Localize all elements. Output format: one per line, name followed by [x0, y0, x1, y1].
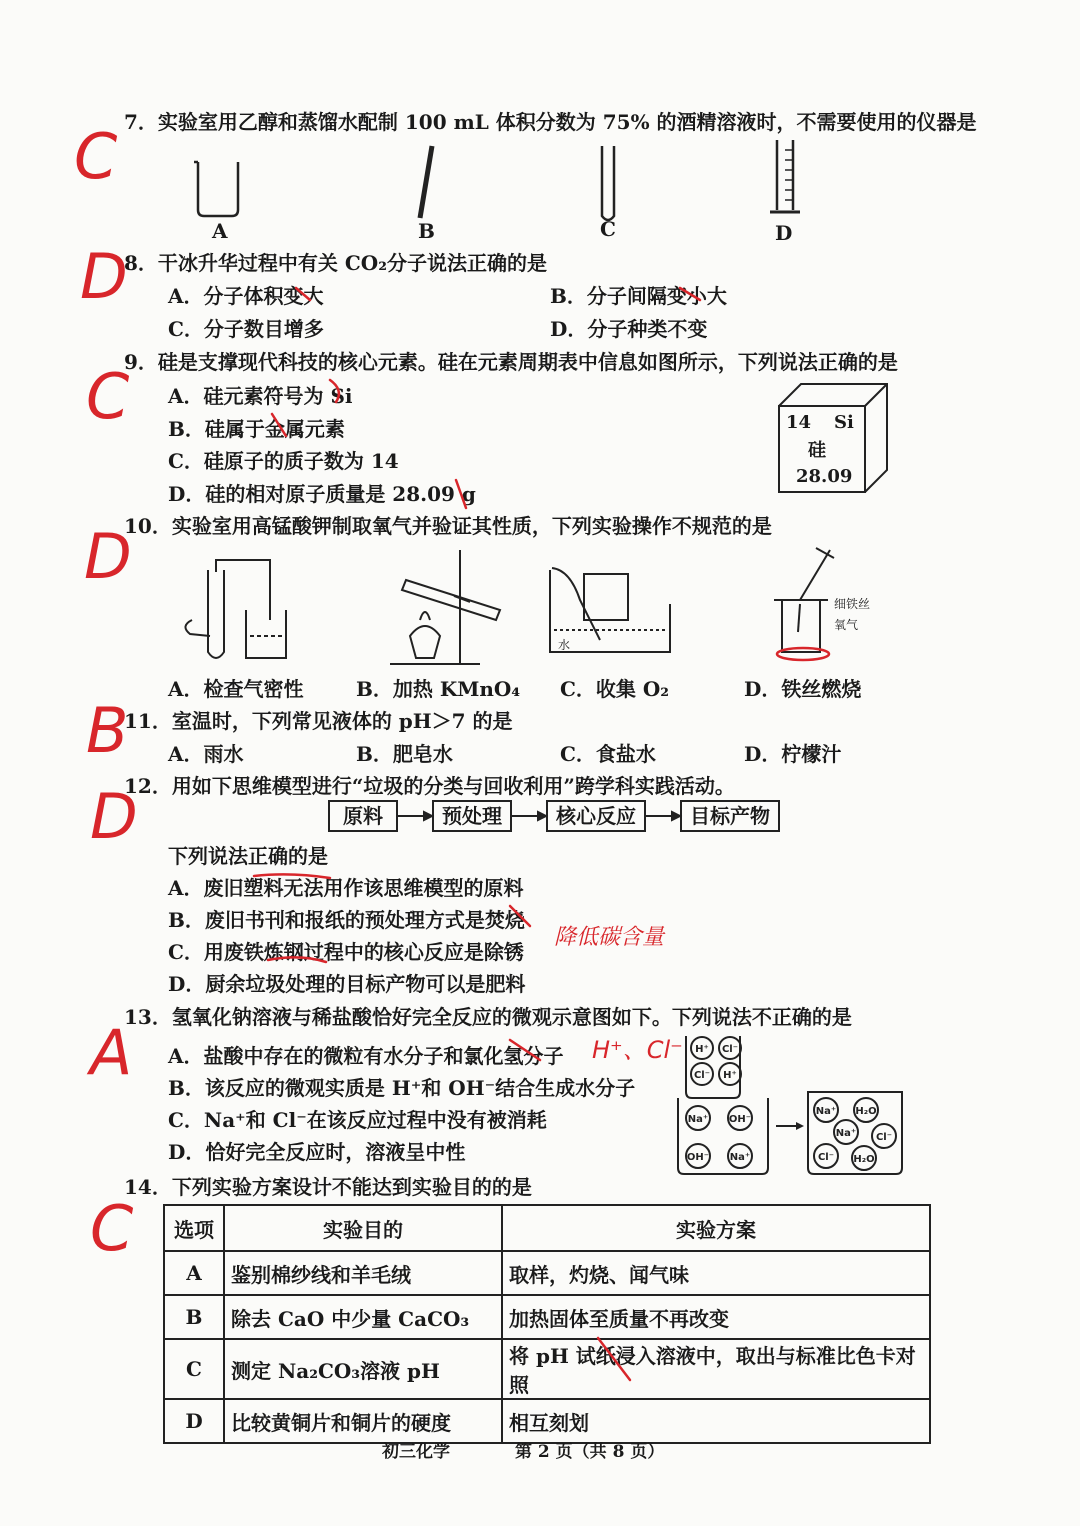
q10-text: 10．实验室用高锰酸钾制取氧气并验证其性质，下列实验操作不规范的是 — [124, 514, 772, 538]
row-c-option: C — [164, 1339, 224, 1399]
q8-text: 8．干冰升华过程中有关 CO₂分子说法正确的是 — [124, 251, 547, 275]
q9-option-b: B．硅属于金属元素 — [168, 417, 345, 441]
header-plan: 实验方案 — [502, 1205, 930, 1251]
q7-label-d: D — [775, 221, 793, 245]
q9-option-c: C．硅原子的质子数为 14 — [168, 449, 399, 473]
q9-option-d: D．硅的相对原子质量是 28.09 g — [168, 482, 476, 506]
molecule-water-2: H₂O — [853, 1154, 875, 1165]
ion-na-4: Na⁺ — [835, 1128, 857, 1139]
q10-iron-label: 细铁丝 — [834, 597, 871, 611]
q13-option-a: A．盐酸中存在的微粒有水分子和氯化氢分子 — [168, 1044, 564, 1068]
ion-h-1: H⁺ — [695, 1044, 709, 1055]
q11-option-c: C．食盐水 — [560, 742, 656, 766]
handwritten-answer-q13: A — [90, 1016, 133, 1089]
q12-option-d: D．厨余垃圾处理的目标产物可以是肥料 — [168, 972, 526, 996]
header-purpose: 实验目的 — [224, 1205, 502, 1251]
correction-q9a — [330, 380, 339, 402]
q13-option-d: D．恰好完全反应时，溶液呈中性 — [168, 1140, 466, 1164]
q8-option-a: A．分子体积变大 — [168, 284, 324, 308]
ion-cl-4: Cl⁻ — [817, 1152, 835, 1163]
element-number: 14 — [786, 412, 812, 433]
q10-caption-b: B．加热 KMnO₄ — [356, 677, 521, 701]
ion-cl-2: Cl⁻ — [693, 1070, 711, 1081]
ion-na-1: Na⁺ — [687, 1114, 709, 1125]
row-a-purpose: 鉴别棉纱线和羊毛绒 — [224, 1251, 502, 1295]
strike-q13a — [510, 1040, 540, 1060]
ion-na-2: Na⁺ — [729, 1152, 751, 1163]
q13-option-c: C．Na⁺和 Cl⁻在该反应过程中没有被消耗 — [168, 1108, 547, 1132]
q7-label-a: A — [212, 219, 228, 243]
q12-option-c: C．用废铁炼钢过程中的核心反应是除锈 — [168, 940, 524, 964]
q9-text: 9．硅是支撑现代科技的核心元素。硅在元素周期表中信息如图所示，下列说法正确的是 — [124, 350, 898, 374]
row-d-purpose: 比较黄铜片和铜片的硬度 — [224, 1399, 502, 1443]
q11-option-d: D．柠檬汁 — [744, 742, 842, 766]
row-c-purpose: 测定 Na₂CO₃溶液 pH — [224, 1339, 502, 1399]
q7-label-b: B — [418, 219, 435, 243]
handwritten-answer-q8: D — [80, 240, 128, 313]
element-mass: 28.09 — [796, 466, 853, 487]
ion-oh-1: OH⁻ — [728, 1114, 752, 1125]
ion-cl-1: Cl⁻ — [721, 1044, 739, 1055]
q10-oxygen-label: 氧气 — [834, 618, 859, 632]
q7-text: 7．实验室用乙醇和蒸馏水配制 100 mL 体积分数为 75% 的酒精溶液时，不需要使用的仪器是 — [124, 110, 977, 134]
q11-option-a: A．雨水 — [168, 742, 244, 766]
underline-q12a — [254, 874, 330, 878]
q14-text: 14．下列实验方案设计不能达到实验目的的是 — [124, 1175, 532, 1199]
q13-option-b: B．该反应的微观实质是 H⁺和 OH⁻结合生成水分子 — [168, 1076, 636, 1100]
ion-cl-3: Cl⁻ — [875, 1132, 893, 1143]
strike-q8b — [680, 288, 700, 300]
strike-q9d — [456, 480, 466, 508]
footer-subject: 初三化学 — [382, 1442, 450, 1462]
flow-step-product: 目标产物 — [680, 800, 780, 832]
row-c-plan: 将 pH 试纸浸入溶液中，取出与标准比色卡对照 — [502, 1339, 930, 1399]
handwritten-answer-q7: C — [74, 120, 118, 193]
q10-water-label: 水 — [558, 638, 571, 652]
circle-q10d — [777, 648, 829, 660]
ion-na-3: Na⁺ — [815, 1106, 837, 1117]
row-a-option: A — [164, 1251, 224, 1295]
molecule-water-1: H₂O — [855, 1106, 877, 1117]
q12-option-b: B．废旧书刊和报纸的预处理方式是焚烧 — [168, 908, 525, 932]
footer-page: 第 2 页（共 8 页） — [515, 1442, 665, 1462]
element-name: 硅 — [808, 440, 826, 461]
strike-q9b — [272, 414, 286, 436]
element-symbol: Si — [834, 412, 854, 433]
q11-text: 11．室温时，下列常见液体的 pH＞7 的是 — [124, 709, 513, 733]
q9-option-a: A．硅元素符号为 Si — [168, 384, 353, 408]
ion-oh-2: OH⁻ — [686, 1152, 710, 1163]
handwritten-note-q12: 降低碳含量 — [554, 925, 665, 950]
row-a-plan: 取样，灼烧、闻气味 — [502, 1251, 930, 1295]
strike-q12b — [510, 906, 530, 926]
row-d-plan: 相互刻划 — [502, 1399, 930, 1443]
q12-stem: 下列说法正确的是 — [168, 844, 328, 868]
q10-caption-d: D．铁丝燃烧 — [744, 677, 862, 701]
handwritten-answer-q10: D — [84, 520, 132, 593]
q8-option-b: B．分子间隔变小大 — [550, 284, 727, 308]
q7-label-c: C — [600, 217, 616, 241]
flow-step-pretreat: 预处理 — [432, 800, 512, 832]
row-b-purpose: 除去 CaO 中少量 CaCO₃ — [224, 1295, 502, 1339]
handwritten-answer-q11: B — [86, 694, 129, 767]
flow-step-core: 核心反应 — [546, 800, 646, 832]
row-d-option: D — [164, 1399, 224, 1443]
strike-q14c — [598, 1338, 630, 1380]
ion-h-2: H⁺ — [723, 1070, 737, 1081]
q8-option-d: D．分子种类不变 — [550, 317, 708, 341]
row-b-option: B — [164, 1295, 224, 1339]
header-option: 选项 — [164, 1205, 224, 1251]
handwritten-note-q13: H⁺、Cl⁻ — [592, 1036, 683, 1064]
q12-text: 12．用如下思维模型进行“垃圾的分类与回收利用”跨学科实践活动。 — [124, 774, 735, 798]
handwritten-answer-q14: C — [90, 1192, 134, 1265]
row-b-plan: 加热固体至质量不再改变 — [502, 1295, 930, 1339]
strike-q8a — [296, 288, 310, 300]
flow-step-raw: 原料 — [328, 800, 398, 832]
underline-q12c — [268, 957, 326, 962]
q13-text: 13．氢氧化钠溶液与稀盐酸恰好完全反应的微观示意图如下。下列说法不正确的是 — [124, 1005, 852, 1029]
q11-option-b: B．肥皂水 — [356, 742, 453, 766]
q12-option-a: A．废旧塑料无法用作该思维模型的原料 — [168, 876, 524, 900]
handwritten-answer-q12: D — [90, 780, 138, 853]
q10-caption-c: C．收集 O₂ — [560, 677, 670, 701]
q8-option-c: C．分子数目增多 — [168, 317, 324, 341]
q10-caption-a: A．检查气密性 — [168, 677, 304, 701]
handwritten-answer-q9: C — [86, 360, 130, 433]
